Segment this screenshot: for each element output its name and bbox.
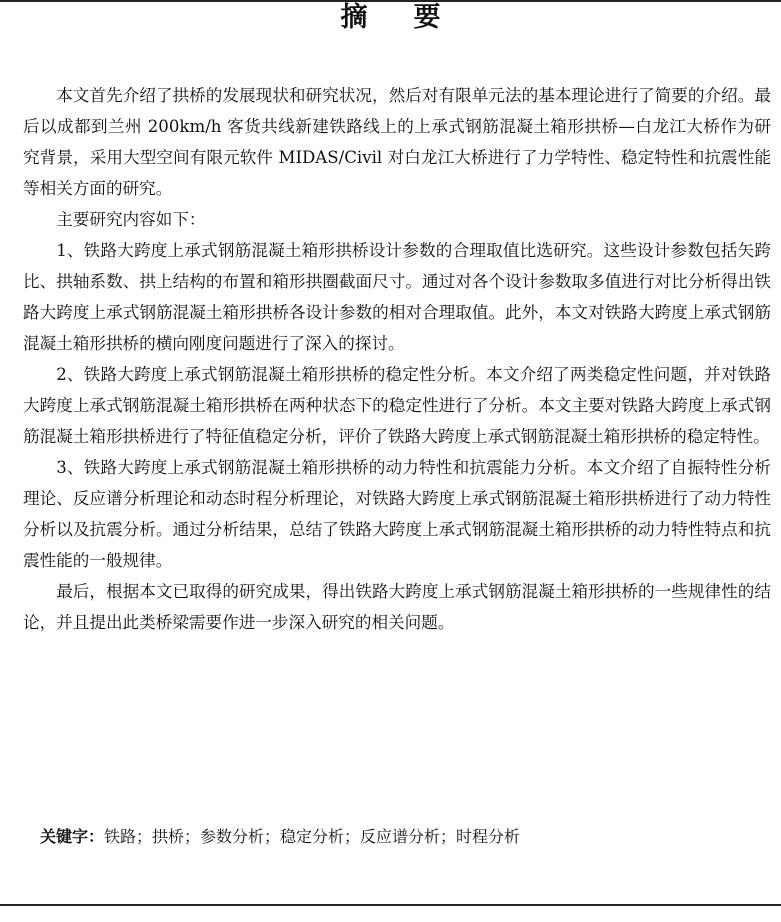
paragraph-item-2: 2、铁路大跨度上承式钢筋混凝土箱形拱桥的稳定性分析。本文介绍了两类稳定性问题，并对铁路大跨度上承式钢筋混凝土箱形拱桥在两种状态下的稳定性进行了分析。本文主要对铁路大跨度上承式钢筋混凝土箱形拱桥进行了特征值稳定分析，评价了铁路大跨度上承式钢筋混凝土箱形拱桥的稳定特性。 [23,365,771,446]
bottom-rule [0,904,781,906]
abstract-body [23,80,771,638]
keywords-text: 铁路；拱桥；参数分析；稳定分析；反应谱分析；时程分析 [104,827,521,846]
paragraph-conclusion: 最后，根据本文已取得的研究成果，得出铁路大跨度上承式钢筋混凝土箱形拱桥的一些规律性的结论，并且提出此类桥梁需要作进一步深入研究的相关问题。 [23,582,771,632]
keywords-line [40,822,520,852]
keywords-label: 关键字： [40,827,105,846]
paragraph-contents-heading: 主要研究内容如下： [56,210,206,229]
paragraph-item-1: 1、铁路大跨度上承式钢筋混凝土箱形拱桥设计参数的合理取值比选研究。这些设计参数包括矢跨比、拱轴系数、拱上结构的布置和箱形拱圈截面尺寸。通过对各个设计参数取多值进行对比分析得出铁路大跨度上承式钢筋混凝土箱形拱桥各设计参数的相对合理取值。此外，本文对铁路大跨度上承式钢筋混凝土箱形拱桥的横向刚度问题进行了深入的探讨。 [23,241,771,353]
paragraph-item-3: 3、铁路大跨度上承式钢筋混凝土箱形拱桥的动力特性和抗震能力分析。本文介绍了自振特性分析理论、反应谱分析理论和动态时程分析理论，对铁路大跨度上承式钢筋混凝土箱形拱桥进行了动力特性分析以及抗震分析。通过分析结果，总结了铁路大跨度上承式钢筋混凝土箱形拱桥的动力特性特点和抗震性能的一般规律。 [23,458,771,570]
abstract-title: 摘要 [340,2,487,33]
paragraph-intro: 本文首先介绍了拱桥的发展现状和研究状况，然后对有限单元法的基本理论进行了简要的介绍。最后以成都到兰州 200km/h 客货共线新建铁路线上的上承式钢筋混凝土箱形拱桥—白龙江大桥作为研究背景，采用大型空间有限元软件 MIDAS/Civil 对白龙江大桥进行了力学特性、稳定特性和抗震性能等相关方面的研究。 [23,86,771,198]
